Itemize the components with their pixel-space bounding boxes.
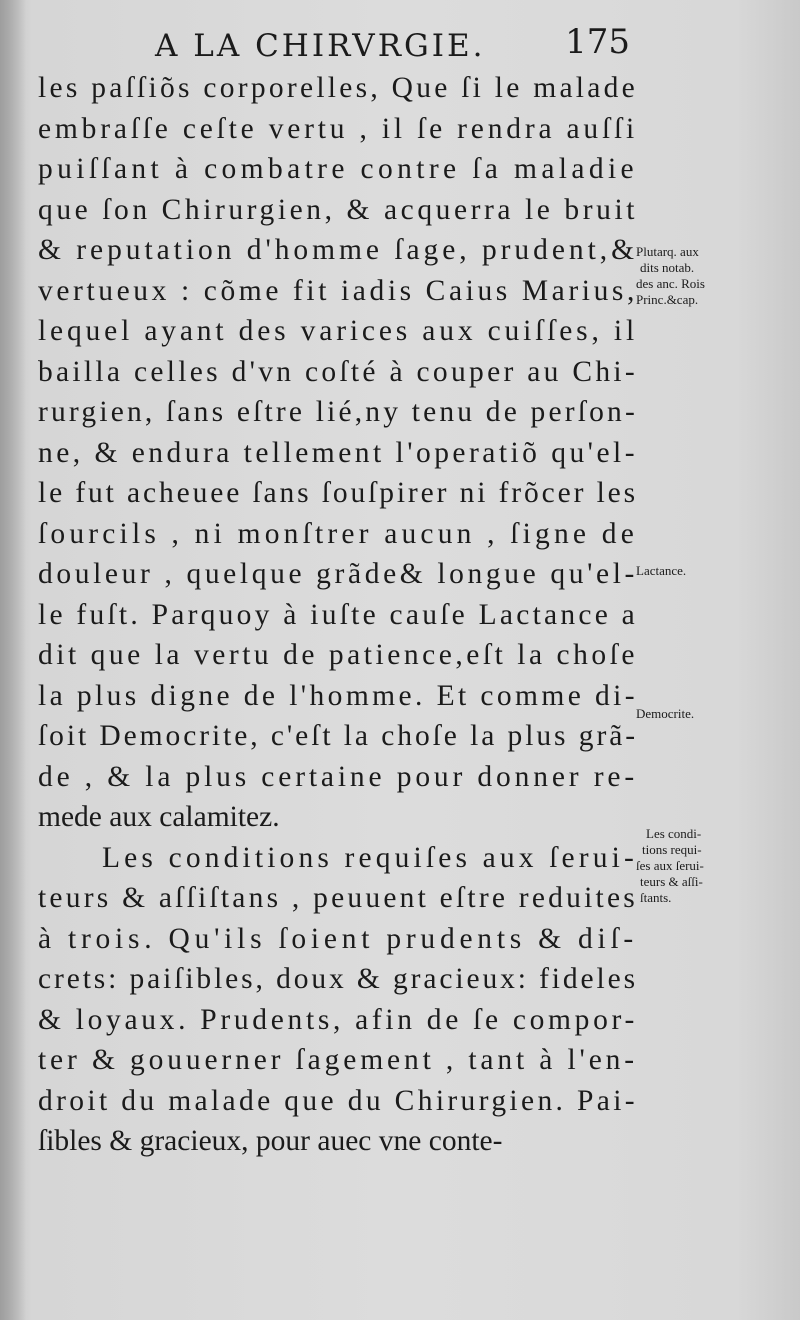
margin-note-line: tions requi- (642, 842, 702, 857)
text-line: teurs & aſſiſtans , peuuent eſtre reduites (38, 882, 638, 914)
text-line: que ſon Chirurgien, & acquerra le bruit (38, 193, 638, 226)
text-line: ter & gouuerner ſagement , tant à l'en- (38, 1044, 638, 1076)
margin-note-plutarch (636, 244, 786, 308)
page-number: 175 (565, 22, 630, 62)
margin-note-line: Plutarq. aux (636, 244, 699, 259)
text-line: droit du malade que du Chirurgien. Pai- (38, 1084, 638, 1117)
running-head: A LA CHIRVRGIE. (155, 28, 486, 64)
text-line: lequel ayant des varices aux cuiſſes, il (38, 315, 638, 347)
margin-note-line: ſes aux ſerui- (636, 858, 704, 873)
text-line: de , & la plus certaine pour donner re- (38, 760, 638, 793)
margin-note-line: Lactance. (636, 563, 687, 578)
margin-note-line: Democrite. (636, 706, 695, 721)
text-line: crets: paiſibles, doux & gracieux: fideles (38, 963, 638, 995)
text-line: le fut acheuee ſans ſouſpirer ni frõcer les (38, 477, 638, 509)
text-line: ne, & endura tellement l'operatiõ qu'el- (38, 436, 638, 469)
margin-note-democrite (636, 706, 786, 722)
text-line: ſourcils , ni monſtrer aucun , ſigne de (38, 517, 638, 550)
margin-note-conditions (636, 826, 786, 906)
text-line: rurgien, ſans eſtre lié,ny tenu de perſon- (38, 396, 638, 428)
text-line: dit que la vertu de patience,eſt la choſe (38, 639, 638, 671)
text-line: la plus digne de l'homme. Et comme di- (38, 679, 638, 712)
paragraph-start-line: Les conditions requiſes aux ſerui- (102, 841, 638, 874)
text-line: douleur , quelque grãde& longue qu'el- (38, 558, 638, 590)
margin-notes (636, 0, 796, 1320)
text-line: à trois. Qu'ils ſoient prudents & diſ- (38, 922, 638, 955)
text-line: puiſſant à combatre contre ſa maladie (38, 153, 638, 185)
margin-note-line: des anc. Rois (636, 276, 705, 291)
margin-note-line: ſtants. (640, 890, 672, 905)
margin-note-line: dits notab. (640, 260, 695, 275)
text-line: bailla celles d'vn coſté à couper au Chi- (38, 355, 638, 388)
text-line: le fuſt. Parquoy à iuſte cauſe Lactance a (38, 598, 638, 631)
gutter-shadow (0, 0, 26, 1320)
text-line: embraſſe ceſte vertu , il ſe rendra auſſi (38, 112, 638, 145)
body-text (38, 68, 638, 1162)
text-line: ſibles & gracieux, pour auec vne conte- (38, 1125, 503, 1157)
margin-note-lactance (636, 563, 786, 579)
margin-note-line: teurs & aſſi- (640, 874, 703, 889)
text-line: & reputation d'homme ſage, prudent,& (38, 234, 638, 266)
page-header (40, 14, 630, 68)
text-line: les paſſiõs corporelles, Que ſi le malade (38, 72, 638, 104)
margin-note-line: Princ.&cap. (636, 292, 699, 307)
text-line: mede aux calamitez. (38, 801, 280, 833)
text-line: ſoit Democrite, c'eſt la choſe la plus grã- (38, 720, 638, 752)
text-line: & loyaux. Prudents, afin de ſe compor- (38, 1003, 638, 1036)
text-line: vertueux : cõme fit iadis Caius Marius, (38, 274, 638, 307)
margin-note-line: Les condi- (646, 826, 702, 841)
